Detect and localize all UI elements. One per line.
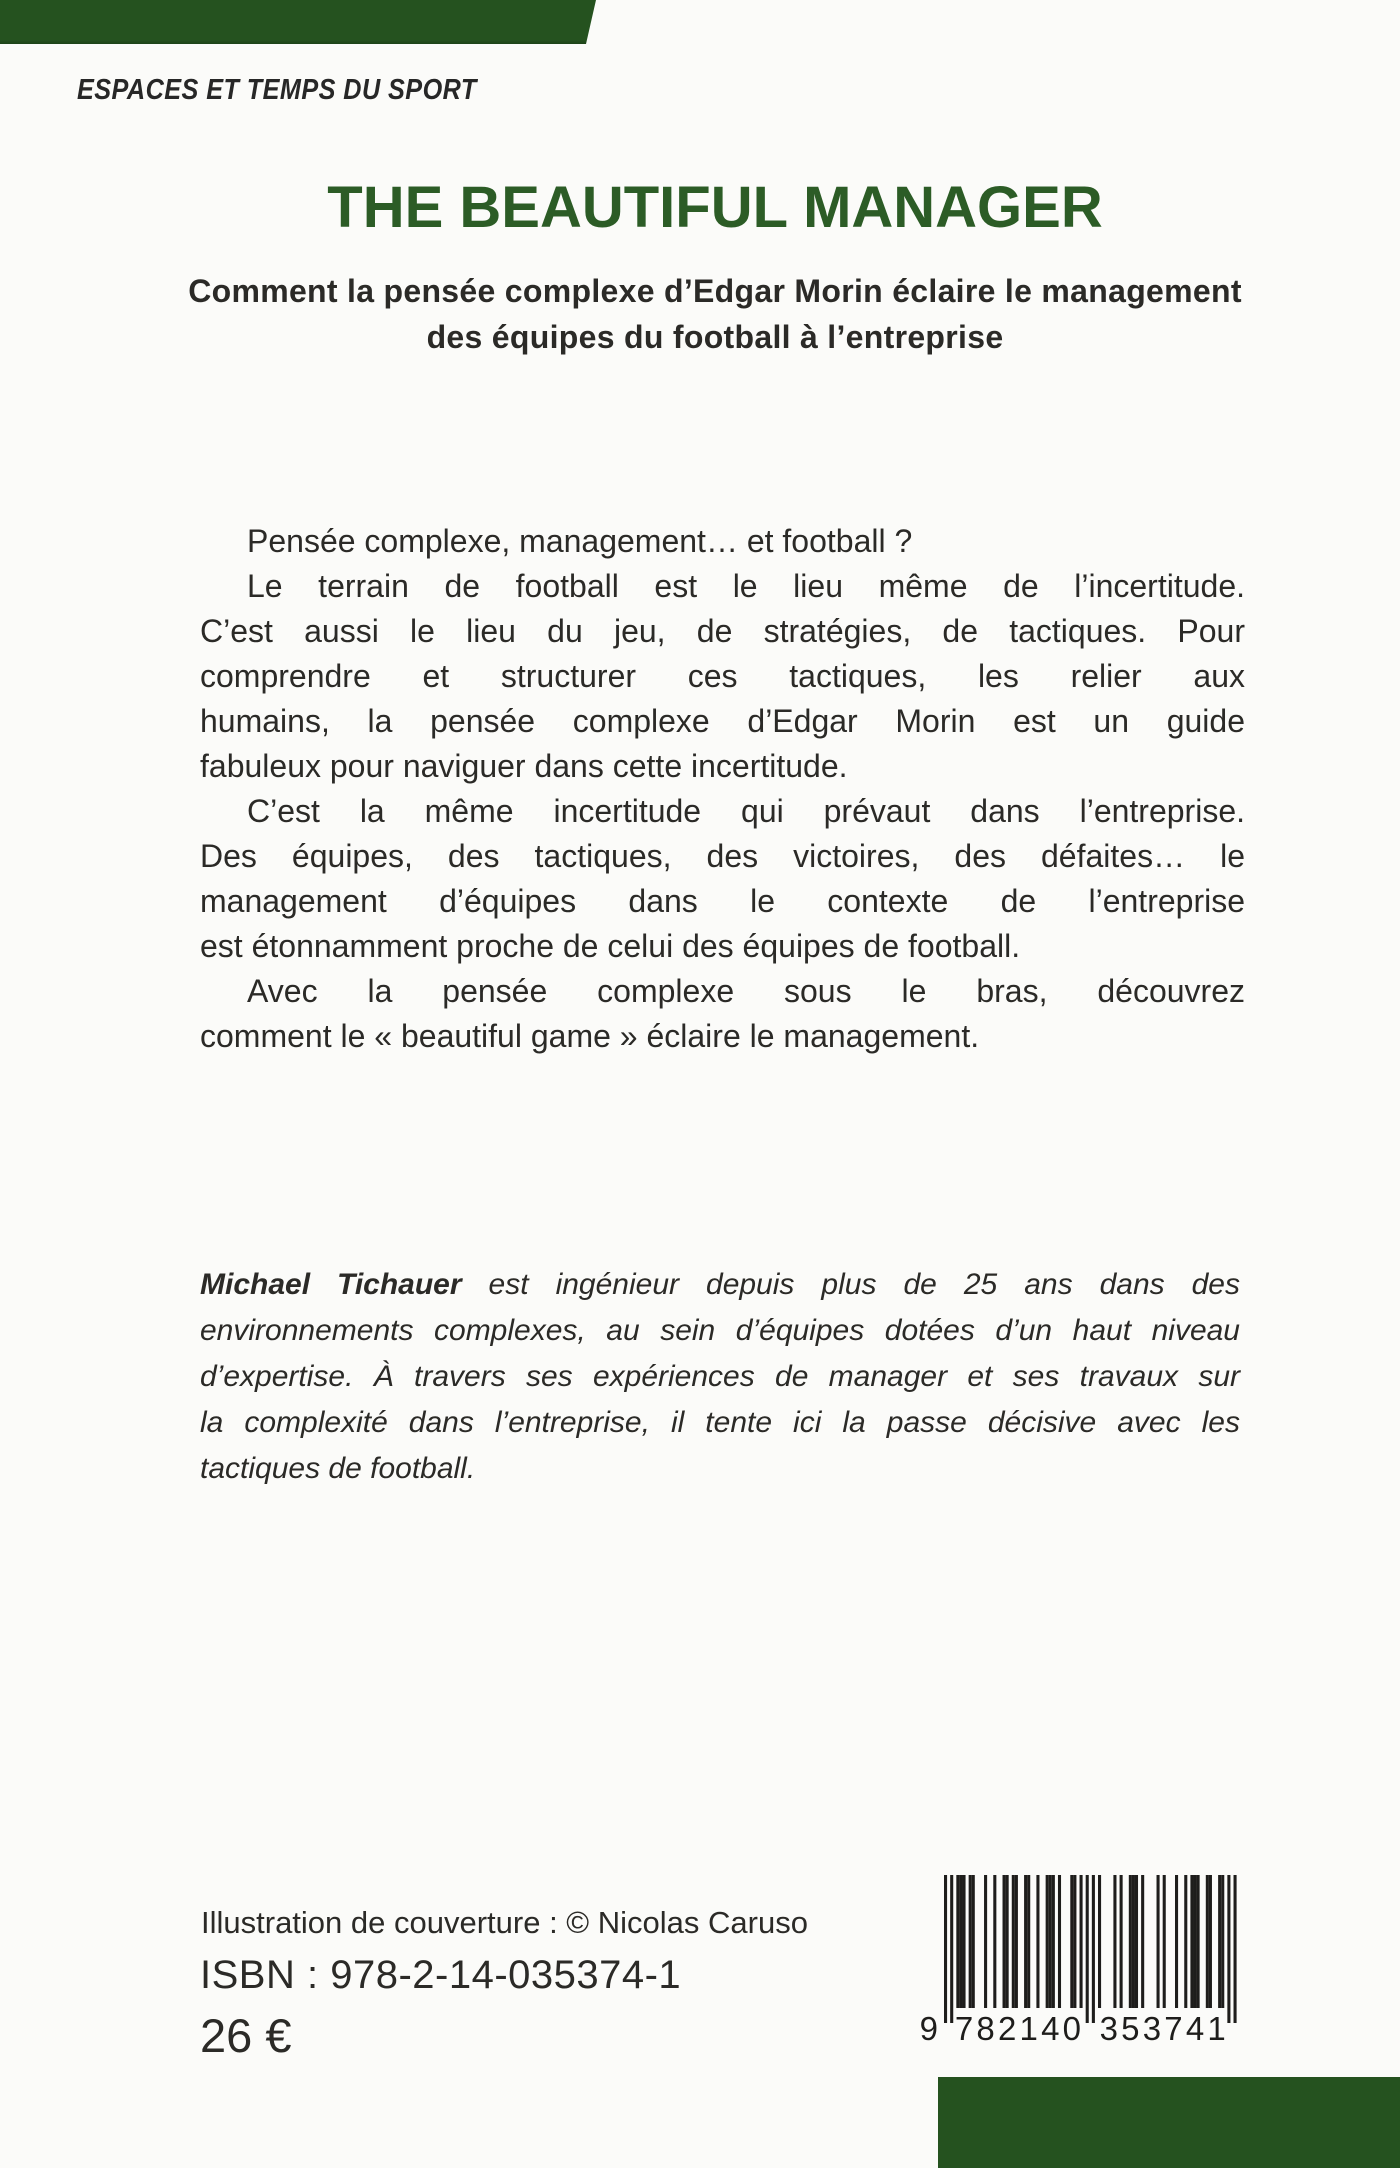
bottom-green-block (938, 2077, 1400, 2168)
barcode-bars (920, 1873, 1255, 2045)
svg-text:7: 7 (1164, 2010, 1183, 2045)
svg-text:4: 4 (1041, 2010, 1060, 2045)
text-line: environnements complexes, au sein d’équipes dotées d’un haut niveau (200, 1314, 1240, 1347)
book-title: THE BEAUTIFUL MANAGER (327, 175, 1103, 240)
author-bio (200, 1262, 1240, 1492)
isbn: ISBN : 978-2-14-035374-1 (200, 1953, 682, 1997)
book-subtitle (60, 268, 1370, 360)
text-line: est étonnamment proche de celui des équipes de football. (200, 928, 1021, 964)
text-line: Avec la pensée complexe sous le bras, découvrez (247, 973, 1245, 1009)
text-line: d’expertise. À travers ses expériences de manager et ses travaux sur (200, 1360, 1240, 1393)
text-line: comprendre et structurer ces tactiques, les relier aux (200, 658, 1245, 694)
barcode-ean13 (920, 1873, 1255, 2045)
price: 26 € (200, 2009, 292, 2062)
text-line: la complexité dans l’entreprise, il tente ici la passe décisive avec les (200, 1406, 1240, 1439)
svg-text:3: 3 (1099, 2010, 1118, 2045)
text-line: management d’équipes dans le contexte de l’entreprise (200, 883, 1245, 919)
text-line: comment le « beautiful game » éclaire le management. (200, 1018, 980, 1054)
text-line: tactiques de football. (200, 1452, 476, 1485)
svg-text:0: 0 (1062, 2010, 1081, 2045)
cover-illustration-credit: Illustration de couverture : © Nicolas Caruso (201, 1905, 808, 1940)
svg-text:5: 5 (1121, 2010, 1140, 2045)
svg-text:4: 4 (1185, 2010, 1205, 2045)
text-line: C’est la même incertitude qui prévaut dans l’entreprise. (247, 793, 1245, 829)
top-green-bar (0, 0, 596, 44)
subtitle-line-1: Comment la pensée complexe d’Edgar Morin éclaire le management (188, 273, 1242, 309)
text-line: Le terrain de football est le lieu même de l’incertitude. (247, 568, 1245, 604)
text-line: fabuleux pour naviguer dans cette incertitude. (200, 748, 848, 784)
subtitle-line-2: des équipes du football à l’entreprise (426, 319, 1004, 355)
svg-text:9: 9 (920, 2010, 938, 2045)
text-line: humains, la pensée complexe d’Edgar Morin est un guide (200, 703, 1245, 739)
svg-text:2: 2 (997, 2010, 1017, 2045)
svg-text:3: 3 (1142, 2010, 1162, 2045)
collection-title: ESPACES ET TEMPS DU SPORT (77, 74, 477, 106)
svg-text:1: 1 (1019, 2010, 1038, 2045)
text-line: C’est aussi le lieu du jeu, de stratégies, de tactiques. Pour (200, 613, 1245, 649)
svg-text:7: 7 (954, 2010, 974, 2045)
text-line: Des équipes, des tactiques, des victoires, des défaites… le (200, 838, 1245, 874)
synopsis (200, 519, 1245, 1059)
text-line: Michael Tichauer est ingénieur depuis plus de 25 ans dans des (200, 1268, 1240, 1301)
svg-text:1: 1 (1207, 2010, 1226, 2045)
text-line: Pensée complexe, management… et football ? (247, 523, 913, 559)
svg-text:8: 8 (976, 2010, 995, 2045)
